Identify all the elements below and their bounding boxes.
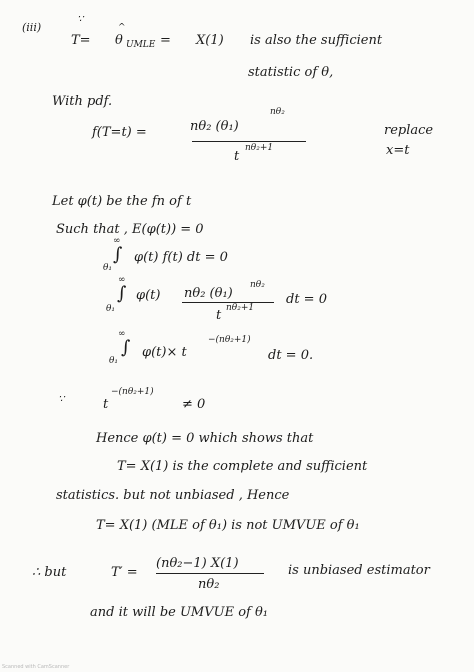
pdf-numerator: nθ₂ (θ₁) (190, 119, 239, 134)
int3-exponent: −(nθ₂+1) (208, 335, 251, 345)
not-umvue-line: T= X(1) (MLE of θ₁) is not UMVUE of θ₁ (96, 518, 360, 533)
int2-phi: φ(t) (136, 288, 161, 303)
x-equals-t-note: x=t (386, 143, 410, 158)
theta-hat: θ (115, 33, 123, 48)
int3-dt-zero: dt = 0. (268, 348, 314, 363)
scanner-watermark: Scanned with CamScanner (2, 664, 70, 670)
estimator-numerator: (nθ₂−1) X(1) (156, 556, 239, 571)
int2-num-exponent: nθ₂ (250, 280, 265, 290)
hence-phi-zero: Hence φ(t) = 0 which shows that (96, 431, 314, 446)
int2-upper: ∞ (118, 275, 126, 285)
integral-sign: ∫ (113, 244, 123, 265)
not-unbiased-line: statistics. but not unbiased , Hence (56, 488, 290, 503)
integral-sign: ∫ (117, 283, 127, 304)
int1-lower: θ₁ (103, 263, 113, 273)
integral-sign: ∫ (121, 337, 131, 358)
equals-sign: = (160, 33, 171, 48)
x1-statistic: X(1) (196, 33, 224, 48)
pdf-denominator: t (234, 149, 240, 164)
such-that-line: Such that , E(φ(t)) = 0 (56, 222, 204, 237)
int3-body: φ(t)× t (142, 345, 187, 360)
but-prefix: ∴ but (32, 565, 67, 580)
int3-upper: ∞ (118, 329, 126, 339)
sufficient-text: is also the sufficient (250, 33, 383, 48)
int2-denominator: t (216, 308, 222, 323)
int1-body: φ(t) f(t) dt = 0 (134, 250, 228, 265)
t-prime-lhs: T′ = (111, 565, 138, 580)
since-t-exponent: −(nθ₂+1) (111, 387, 154, 397)
complete-sufficient-line: T= X(1) is the complete and sufficient (117, 459, 368, 474)
with-pdf: With pdf. (52, 94, 113, 109)
unbiased-estimator-text: is unbiased estimator (288, 563, 430, 578)
estimator-fraction-bar (156, 573, 264, 574)
since-t-base: t (103, 397, 109, 412)
statistic-of-theta: statistic of θ, (248, 65, 334, 80)
int2-lower: θ₁ (106, 304, 116, 314)
part-label: (iii) (22, 21, 42, 34)
int2-dt-zero: dt = 0 (286, 292, 327, 307)
since-not-zero: ≠ 0 (182, 397, 206, 412)
int1-upper: ∞ (113, 236, 121, 246)
int3-lower: θ₁ (109, 356, 119, 366)
t-equals: T= (71, 33, 91, 48)
estimator-denominator: nθ₂ (198, 577, 220, 592)
int2-den-exponent: nθ₂+1 (226, 303, 255, 313)
hat-mark: ^ (118, 23, 126, 33)
pdf-fraction-bar (192, 141, 306, 142)
because-symbol: ∵ (77, 14, 84, 25)
replace-note: replace (384, 123, 434, 138)
pdf-lhs: f(T=t) = (92, 125, 147, 140)
mle-subscript: UMLE (126, 40, 156, 50)
let-phi-line: Let φ(t) be the fn of t (52, 194, 192, 209)
umvue-line: and it will be UMVUE of θ₁ (90, 605, 269, 620)
since-symbol: ∵ (58, 394, 65, 405)
int2-numerator: nθ₂ (θ₁) (184, 286, 233, 301)
pdf-den-exponent: nθ₂+1 (245, 143, 274, 153)
pdf-num-exponent: nθ₂ (270, 107, 285, 117)
